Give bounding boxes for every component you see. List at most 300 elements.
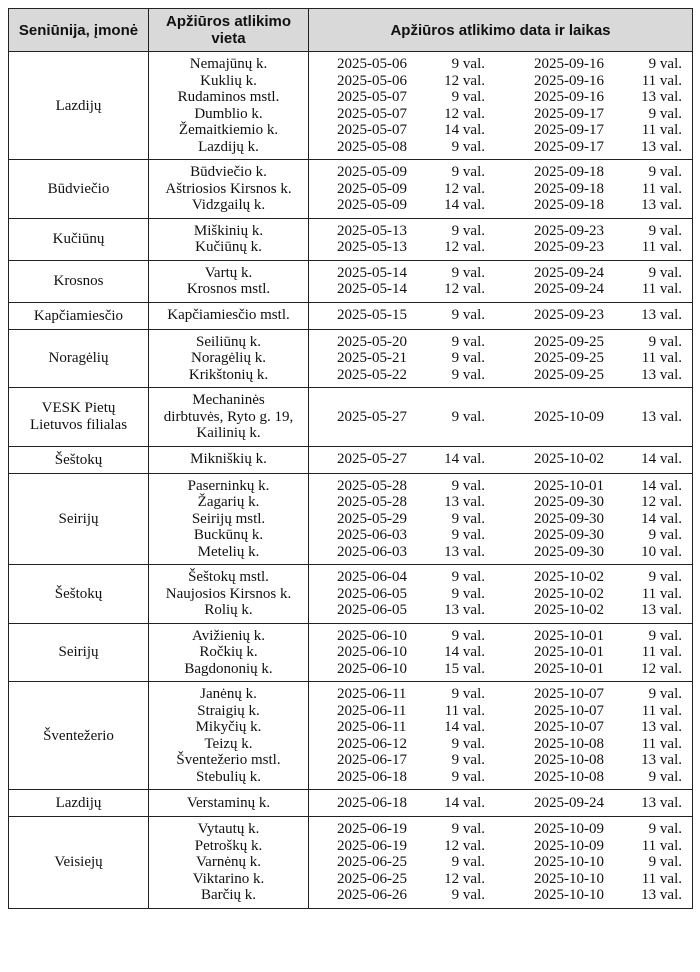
header-vieta: Apžiūros atlikimo vieta — [149, 9, 309, 52]
inspection-date: 2025-10-09 — [534, 821, 604, 837]
inspection-time: 9 val. — [451, 735, 485, 752]
first-inspection — [337, 164, 485, 181]
inspection-date: 2025-09-16 — [534, 72, 604, 89]
date-time-line — [337, 73, 682, 90]
inspection-date: 2025-06-03 — [337, 527, 407, 543]
second-inspection — [534, 265, 682, 282]
inspection-time: 12 val. — [444, 281, 485, 297]
first-inspection — [337, 821, 485, 838]
inspection-time: 9 val. — [451, 887, 485, 903]
inspection-date: 2025-09-18 — [534, 180, 604, 197]
place-cell — [149, 52, 309, 160]
place-name: Kuklių k. — [200, 72, 257, 89]
second-inspection — [534, 871, 682, 888]
inspection-time: 9 val. — [451, 264, 485, 281]
second-inspection — [534, 89, 682, 106]
inspection-time: 9 val. — [451, 89, 485, 105]
first-inspection — [337, 511, 485, 528]
date-time-line — [337, 769, 682, 786]
inspection-date: 2025-10-01 — [534, 627, 604, 644]
second-inspection — [534, 719, 682, 736]
date-time-line — [337, 181, 682, 198]
first-inspection — [337, 223, 485, 240]
inspection-date: 2025-10-02 — [534, 451, 604, 468]
inspection-time: 14 val. — [444, 794, 485, 811]
first-inspection — [337, 527, 485, 544]
seniunija-cell — [9, 473, 149, 565]
inspection-time: 12 val. — [444, 72, 485, 89]
date-time-line — [337, 451, 682, 468]
inspection-date: 2025-09-25 — [534, 333, 604, 350]
inspection-date: 2025-05-28 — [337, 494, 407, 510]
place-cell — [149, 817, 309, 909]
inspection-date: 2025-06-26 — [337, 887, 407, 903]
place-name: Petroškų k. — [194, 837, 263, 854]
inspection-date: 2025-09-23 — [534, 307, 604, 324]
inspection-time: 9 val. — [648, 527, 682, 543]
inspection-date: 2025-09-25 — [534, 350, 604, 366]
inspection-date: 2025-10-02 — [534, 585, 604, 602]
dates-cell — [309, 329, 693, 388]
inspection-date: 2025-10-07 — [534, 719, 604, 735]
inspection-time: 9 val. — [451, 510, 485, 527]
seniunija-name-line: Lietuvos filialas — [29, 416, 128, 433]
inspection-date: 2025-10-08 — [534, 752, 604, 768]
dates-cell — [309, 817, 693, 909]
inspection-date: 2025-09-17 — [534, 138, 604, 155]
date-time-line — [337, 795, 682, 812]
place-name: Ročkių k. — [199, 644, 258, 660]
inspection-time: 13 val. — [444, 602, 485, 618]
inspection-time: 9 val. — [648, 854, 682, 870]
place-name: Žagarių k. — [197, 494, 260, 510]
date-time-line — [337, 265, 682, 282]
place-name: Bagdononių k. — [184, 660, 273, 677]
seniunija-cell — [9, 565, 149, 624]
date-time-line — [337, 602, 682, 619]
second-inspection — [534, 56, 682, 73]
place-name: Šeštokų mstl. — [188, 569, 269, 585]
inspection-date: 2025-05-14 — [337, 264, 407, 281]
place-name: Verstaminų k. — [186, 794, 271, 811]
second-inspection — [534, 73, 682, 90]
first-inspection — [337, 494, 485, 511]
first-inspection — [337, 239, 485, 256]
place-name: Avižienių k. — [191, 627, 266, 644]
second-inspection — [534, 223, 682, 240]
inspection-date: 2025-05-15 — [337, 307, 407, 324]
inspection-time: 9 val. — [451, 752, 485, 768]
dates-cell — [309, 302, 693, 329]
inspection-time: 9 val. — [451, 768, 485, 785]
inspection-time: 13 val. — [641, 719, 682, 735]
inspection-date: 2025-05-08 — [337, 138, 407, 155]
date-time-line — [337, 586, 682, 603]
inspection-time: 10 val. — [641, 543, 682, 560]
seniunija-name: Šeštokų — [54, 451, 103, 468]
first-inspection — [337, 686, 485, 703]
second-inspection — [534, 307, 682, 324]
date-time-line — [337, 569, 682, 586]
header-seniunija: Seniūnija, įmonė — [9, 9, 149, 52]
inspection-time: 11 val. — [641, 870, 682, 887]
schedule-table — [8, 8, 693, 909]
inspection-time: 13 val. — [641, 887, 682, 903]
second-inspection — [534, 122, 682, 139]
dates-cell — [309, 565, 693, 624]
inspection-time: 9 val. — [451, 222, 485, 239]
first-inspection — [337, 307, 485, 324]
inspection-date: 2025-06-03 — [337, 543, 407, 560]
seniunija-cell — [9, 160, 149, 219]
place-name: Kučiūnų k. — [195, 239, 262, 255]
table-row — [9, 682, 693, 790]
inspection-date: 2025-05-22 — [337, 366, 407, 383]
first-inspection — [337, 281, 485, 298]
second-inspection — [534, 478, 682, 495]
inspection-time: 13 val. — [444, 543, 485, 560]
inspection-time: 9 val. — [451, 627, 485, 644]
inspection-date: 2025-06-11 — [337, 702, 407, 719]
inspection-time: 13 val. — [641, 307, 682, 324]
place-name-line: Mechaninės — [192, 392, 265, 408]
table-row — [9, 790, 693, 817]
inspection-date: 2025-10-08 — [534, 735, 604, 752]
date-time-line — [337, 661, 682, 678]
place-name-line: dirbtuvės, Ryto g. 19, — [163, 408, 294, 425]
dates-cell — [309, 473, 693, 565]
place-name: Seirijų mstl. — [191, 510, 266, 527]
inspection-date: 2025-06-19 — [337, 821, 407, 837]
seniunija-cell — [9, 218, 149, 260]
first-inspection — [337, 197, 485, 214]
inspection-time: 12 val. — [641, 660, 682, 677]
first-inspection — [337, 451, 485, 468]
place-cell — [149, 302, 309, 329]
place-name: Viktarino k. — [192, 870, 265, 887]
inspection-time: 12 val. — [444, 837, 485, 854]
inspection-date: 2025-09-18 — [534, 197, 604, 213]
place-name: Krikštonių k. — [188, 366, 269, 383]
date-time-line — [337, 223, 682, 240]
seniunija-cell — [9, 52, 149, 160]
inspection-date: 2025-09-30 — [534, 543, 604, 560]
inspection-time: 13 val. — [641, 138, 682, 155]
schedule-body — [9, 52, 693, 909]
inspection-date: 2025-05-13 — [337, 239, 407, 255]
second-inspection — [534, 736, 682, 753]
inspection-date: 2025-10-02 — [534, 602, 604, 618]
second-inspection — [534, 139, 682, 156]
first-inspection — [337, 854, 485, 871]
inspection-date: 2025-09-23 — [534, 222, 604, 239]
place-cell — [149, 218, 309, 260]
first-inspection — [337, 628, 485, 645]
inspection-time: 11 val. — [641, 702, 682, 719]
table-row — [9, 446, 693, 473]
first-inspection — [337, 122, 485, 139]
seniunija-cell — [9, 446, 149, 473]
inspection-date: 2025-05-21 — [337, 350, 407, 366]
seniunija-cell — [9, 817, 149, 909]
inspection-time: 9 val. — [451, 686, 485, 702]
seniunija-name: Noragėlių — [48, 350, 109, 367]
date-time-line — [337, 478, 682, 495]
table-row — [9, 160, 693, 219]
place-name: Straigių k. — [197, 702, 260, 719]
second-inspection — [534, 854, 682, 871]
second-inspection — [534, 795, 682, 812]
place-name: Dumblio k. — [194, 105, 263, 122]
place-name: Mikniškių k. — [190, 451, 267, 468]
place-name: Buckūnų k. — [193, 527, 264, 543]
seniunija-name: Lazdijų — [55, 795, 102, 811]
inspection-time: 13 val. — [641, 89, 682, 105]
date-time-line — [337, 350, 682, 367]
inspection-time: 12 val. — [444, 239, 485, 255]
first-inspection — [337, 569, 485, 586]
seniunija-name: Kapčiamiesčio — [33, 307, 124, 324]
second-inspection — [534, 752, 682, 769]
inspection-time: 11 val. — [641, 281, 682, 297]
date-time-line — [337, 628, 682, 645]
table-row — [9, 260, 693, 302]
second-inspection — [534, 197, 682, 214]
inspection-date: 2025-10-10 — [534, 887, 604, 903]
date-time-line — [337, 644, 682, 661]
first-inspection — [337, 89, 485, 106]
second-inspection — [534, 686, 682, 703]
first-inspection — [337, 602, 485, 619]
inspection-date: 2025-05-28 — [337, 477, 407, 494]
date-time-line — [337, 409, 682, 426]
place-name: Vartų k. — [204, 264, 253, 281]
inspection-date: 2025-09-24 — [534, 794, 604, 811]
date-time-line — [337, 719, 682, 736]
date-time-line — [337, 511, 682, 528]
inspection-time: 14 val. — [444, 122, 485, 138]
second-inspection — [534, 769, 682, 786]
inspection-time: 11 val. — [641, 644, 682, 660]
inspection-time: 14 val. — [641, 451, 682, 468]
second-inspection — [534, 181, 682, 198]
inspection-time: 9 val. — [451, 307, 485, 324]
second-inspection — [534, 451, 682, 468]
inspection-schedule — [8, 8, 692, 909]
place-name: Seiliūnų k. — [195, 333, 261, 350]
inspection-time: 9 val. — [451, 408, 485, 425]
seniunija-cell — [9, 260, 149, 302]
inspection-time: 14 val. — [444, 719, 485, 735]
date-time-line — [337, 197, 682, 214]
second-inspection — [534, 164, 682, 181]
inspection-date: 2025-06-17 — [337, 752, 407, 768]
place-name: Stebulių k. — [195, 768, 261, 785]
inspection-time: 9 val. — [648, 164, 682, 180]
first-inspection — [337, 265, 485, 282]
inspection-time: 13 val. — [641, 408, 682, 425]
inspection-date: 2025-06-25 — [337, 854, 407, 870]
inspection-date: 2025-05-29 — [337, 510, 407, 527]
first-inspection — [337, 478, 485, 495]
inspection-date: 2025-06-04 — [337, 569, 407, 585]
date-time-line — [337, 334, 682, 351]
seniunija-cell — [9, 302, 149, 329]
inspection-date: 2025-06-11 — [337, 719, 407, 735]
dates-cell — [309, 790, 693, 817]
inspection-time: 11 val. — [641, 122, 682, 138]
place-name: Vidzgailų k. — [191, 197, 266, 213]
date-time-line — [337, 752, 682, 769]
inspection-date: 2025-06-25 — [337, 870, 407, 887]
first-inspection — [337, 106, 485, 123]
inspection-time: 11 val. — [641, 350, 682, 366]
second-inspection — [534, 544, 682, 561]
inspection-time: 9 val. — [648, 569, 682, 585]
inspection-date: 2025-09-30 — [534, 510, 604, 527]
place-name: Noragėlių k. — [191, 350, 266, 366]
table-row — [9, 388, 693, 447]
seniunija-name: Krosnos — [53, 273, 104, 289]
seniunija-name: Seirijų — [58, 510, 99, 527]
inspection-time: 14 val. — [444, 644, 485, 660]
table-row — [9, 218, 693, 260]
second-inspection — [534, 367, 682, 384]
first-inspection — [337, 644, 485, 661]
first-inspection — [337, 350, 485, 367]
inspection-time: 14 val. — [444, 197, 485, 213]
inspection-date: 2025-09-18 — [534, 164, 604, 180]
first-inspection — [337, 586, 485, 603]
first-inspection — [337, 544, 485, 561]
inspection-date: 2025-05-27 — [337, 408, 407, 425]
inspection-time: 9 val. — [451, 477, 485, 494]
place-cell — [149, 790, 309, 817]
place-name-line: Kailinių k. — [196, 425, 261, 441]
inspection-date: 2025-09-17 — [534, 105, 604, 122]
place-name: Rudaminos mstl. — [177, 89, 280, 105]
inspection-date: 2025-10-01 — [534, 660, 604, 677]
inspection-time: 12 val. — [444, 870, 485, 887]
inspection-time: 12 val. — [641, 494, 682, 510]
place-name: Aštriosios Kirsnos k. — [165, 180, 292, 197]
place-name: Naujosios Kirsnos k. — [165, 585, 292, 602]
inspection-date: 2025-09-30 — [534, 527, 604, 543]
place-cell — [149, 565, 309, 624]
first-inspection — [337, 703, 485, 720]
place-cell — [149, 682, 309, 790]
place-cell — [149, 329, 309, 388]
inspection-date: 2025-06-10 — [337, 627, 407, 644]
inspection-date: 2025-06-18 — [337, 794, 407, 811]
second-inspection — [534, 838, 682, 855]
inspection-time: 13 val. — [444, 494, 485, 510]
inspection-date: 2025-05-07 — [337, 89, 407, 105]
inspection-date: 2025-09-30 — [534, 494, 604, 510]
date-time-line — [337, 106, 682, 123]
second-inspection — [534, 494, 682, 511]
inspection-date: 2025-06-10 — [337, 660, 407, 677]
date-time-line — [337, 164, 682, 181]
place-name: Lazdijų k. — [198, 138, 259, 155]
inspection-time: 11 val. — [641, 585, 682, 602]
place-name: Janėnų k. — [200, 686, 257, 702]
inspection-date: 2025-05-09 — [337, 164, 407, 180]
seniunija-name: Kučiūnų — [52, 231, 105, 247]
place-name: Miškinių k. — [193, 222, 264, 239]
inspection-date: 2025-06-10 — [337, 644, 407, 660]
seniunija-cell — [9, 682, 149, 790]
place-name: Vytautų k. — [197, 821, 260, 837]
seniunija-cell — [9, 790, 149, 817]
second-inspection — [534, 661, 682, 678]
seniunija-name: Būdviečio — [47, 180, 110, 197]
dates-cell — [309, 218, 693, 260]
inspection-time: 9 val. — [451, 56, 485, 72]
inspection-date: 2025-05-27 — [337, 451, 407, 468]
date-time-line — [337, 56, 682, 73]
second-inspection — [534, 527, 682, 544]
first-inspection — [337, 139, 485, 156]
date-time-line — [337, 686, 682, 703]
second-inspection — [534, 586, 682, 603]
inspection-date: 2025-10-01 — [534, 644, 604, 660]
inspection-date: 2025-09-16 — [534, 89, 604, 105]
inspection-date: 2025-05-09 — [337, 197, 407, 213]
seniunija-cell — [9, 623, 149, 682]
inspection-time: 11 val. — [641, 735, 682, 752]
second-inspection — [534, 569, 682, 586]
inspection-date: 2025-05-13 — [337, 222, 407, 239]
second-inspection — [534, 239, 682, 256]
inspection-date: 2025-05-09 — [337, 180, 407, 197]
dates-cell — [309, 52, 693, 160]
date-time-line — [337, 838, 682, 855]
place-name: Mikyčių k. — [195, 719, 262, 735]
first-inspection — [337, 887, 485, 904]
place-cell — [149, 446, 309, 473]
inspection-date: 2025-05-20 — [337, 333, 407, 350]
inspection-time: 9 val. — [648, 627, 682, 644]
table-row — [9, 302, 693, 329]
inspection-time: 11 val. — [641, 180, 682, 197]
inspection-time: 11 val. — [641, 239, 682, 255]
inspection-date: 2025-06-11 — [337, 686, 407, 702]
dates-cell — [309, 682, 693, 790]
dates-cell — [309, 446, 693, 473]
inspection-time: 9 val. — [648, 264, 682, 281]
inspection-date: 2025-06-19 — [337, 837, 407, 854]
inspection-time: 9 val. — [451, 527, 485, 543]
date-time-line — [337, 139, 682, 156]
first-inspection — [337, 838, 485, 855]
inspection-time: 9 val. — [648, 768, 682, 785]
place-name: Varnėnų k. — [196, 854, 261, 870]
second-inspection — [534, 628, 682, 645]
inspection-date: 2025-10-10 — [534, 854, 604, 870]
inspection-date: 2025-10-07 — [534, 686, 604, 702]
inspection-time: 9 val. — [648, 686, 682, 702]
date-time-line — [337, 736, 682, 753]
inspection-date: 2025-06-18 — [337, 768, 407, 785]
inspection-date: 2025-06-12 — [337, 735, 407, 752]
seniunija-name: Šeštokų — [54, 585, 103, 602]
inspection-date: 2025-10-09 — [534, 408, 604, 425]
inspection-time: 11 val. — [444, 702, 485, 719]
dates-cell — [309, 160, 693, 219]
inspection-time: 15 val. — [444, 660, 485, 677]
table-row — [9, 817, 693, 909]
